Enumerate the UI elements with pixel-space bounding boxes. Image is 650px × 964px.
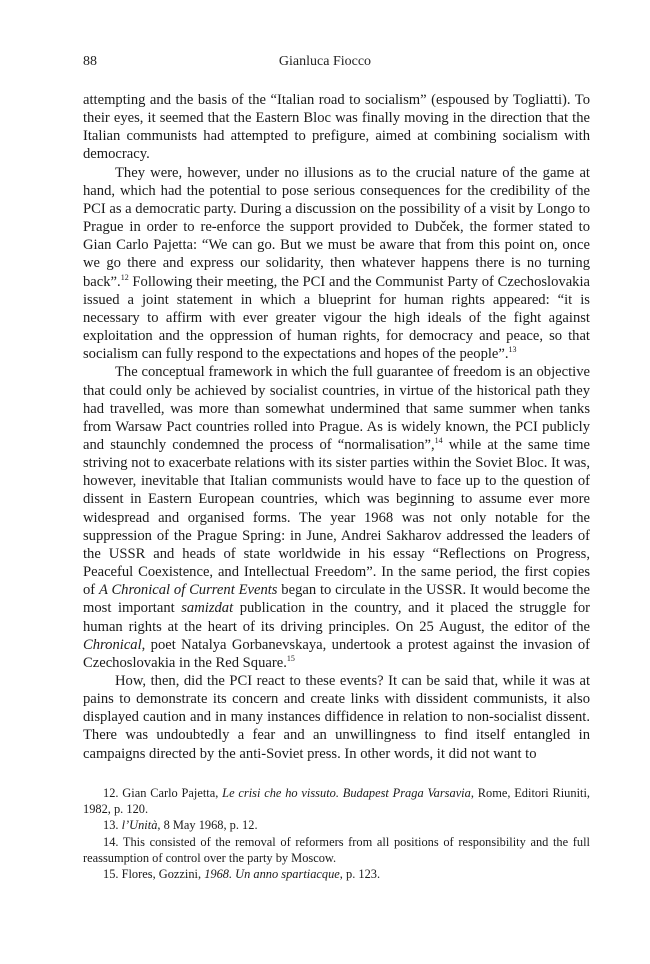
footnote-15-text-a: 15. Flores, Gozzini, [103, 867, 205, 882]
footnote-ref-15: 15 [286, 653, 295, 663]
paragraph-3-text-h: , poet Natalya Gorbanevskaya, undertook a protest against the invasion of Czechoslovakia in the Red Square. [83, 636, 590, 671]
paragraph-3-text-b: while at the same time striving not to exacerbate relations with its sister parties within the Soviet Bloc. It was, however, inevitable that Italian communists would have to face up to the question of dissent in Eastern European countries, which was beginning to assume ever more widespread and organised forms. The year 1968 was not only notable for the suppression of the Prague Spring: in June, Andrei Sakharov addressed the leaders of the USSR and heads of state worldwide in his essay “Reflections on Progress, Peaceful Coexistence, and Intellectual Freedom”. In the same period, the first copies of [83, 436, 590, 599]
footnote-12 [83, 785, 590, 817]
footnote-ref-14: 14 [434, 436, 443, 446]
page-number: 88 [83, 54, 97, 69]
running-head: Gianluca Fiocco [278, 54, 372, 69]
footnote-13-text-c: , 8 May 1968, p. 12. [157, 818, 258, 833]
footnote-13-text-a: 13. [103, 818, 122, 833]
paragraph-2-text-b: Following their meeting, the PCI and the Communist Party of Czechoslovakia issued a joint statement in which a blueprint for human rights appeared: “it is necessary to affirm with ever greater vigour the high ideals of the fight against exploitation and the oppression of human rights, for democracy and peace, so that socialism can fully respond to the expectations and hopes of the people”. [83, 273, 590, 363]
footnote-15 [83, 866, 590, 882]
footnote-12-text-a: 12. Gian Carlo Pajetta, [103, 786, 223, 800]
title-chronical-of-current-events: A Chronical of Current Events [98, 582, 278, 599]
footnote-15-text-c: , p. 123. [339, 867, 381, 882]
title-chronical: Chronical [83, 636, 142, 653]
paragraph-1: attempting and the basis of the “Italian road to socialism” (espoused by Togliatti). To their eyes, it seemed that the Eastern Bloc was finally moving in the direction that the Italian communists had attempted to prefigure, aimed at combining socialism with democracy. [83, 92, 590, 163]
paragraph-3-text-a: The conceptual framework in which the full guarantee of freedom is an objective that could only be achieved by socialist countries, in virtue of the historical path they had travelled, was more than somewhat undermined that same summer when tanks from Warsaw Pact countries rolled into Prague. As is widely known, the PCI publicly and staunchly condemned the process of “normalisation”, [83, 364, 590, 453]
paragraph-4: How, then, did the PCI react to these events? It can be said that, while it was at pains to demonstrate its concern and create links with dissident communists, it also displayed caution and in many instances diffidence in relation to non-socialist dissent. There was undoubtedly a fear and an unwillingness to find itself entangled in campaigns directed by the anti-Soviet press. In other words, it did not want to [83, 673, 590, 762]
footnote-12-text-c: , Rome, Editori Riuniti, 1982, p. 120. [83, 786, 590, 817]
footnote-15-title: 1968. Un anno spartiacque [204, 867, 340, 882]
body-text [83, 91, 590, 763]
term-samizdat: samizdat [181, 600, 234, 617]
paragraph-2 [83, 164, 590, 364]
footnote-12-title: Le crisi che ho vissuto. Budapest Praga Varsavia [222, 786, 471, 800]
paragraph-2-text-a: They were, however, under no illusions as to the crucial nature of the game at hand, which had the potential to pose serious consequences for the credibility of the PCI as a democratic party. During a discussion on the possibility of a visit by Longo to Prague in order to re-enforce the support provided to Dubček, the former stated to Gian Carlo Pajetta: “We can go. But we must be aware that from this point on, once we go there and express our solidarity, then whatever happens there is no turning back”. [83, 164, 590, 290]
footnote-13 [83, 817, 590, 833]
footnotes [83, 785, 590, 882]
footnote-ref-12: 12 [120, 272, 129, 282]
footnote-14: 14. This consisted of the removal of reformers from all positions of responsibility and the full reassumption of control over the party by Moscow. [83, 834, 590, 865]
paragraph-3-text-f: publication in the country, and it placed the struggle for human rights at the heart of its driving principles. On 25 August, the editor of the [83, 600, 590, 635]
footnote-ref-13: 13 [508, 345, 517, 355]
paragraph-3-text-d: began to circulate in the USSR. It would become the most important [83, 582, 591, 617]
footnote-13-title: l’Unità [121, 818, 158, 833]
paragraph-3 [83, 363, 590, 672]
